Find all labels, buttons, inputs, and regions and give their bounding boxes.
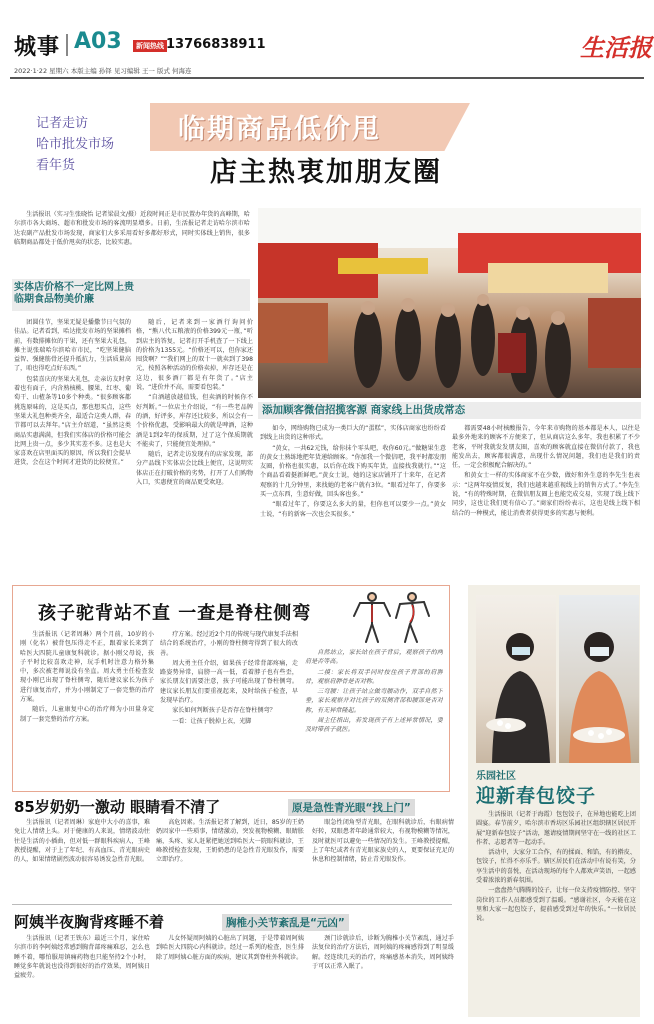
posture-illustration <box>350 590 440 645</box>
headline-main: 临期商品低价甩 <box>178 114 381 145</box>
auntie-column-2: 儿女怀疑周阿姨的心脏出了问题，于是带着周阿姨到哈医大四院心内科就诊。经过一系列的检查，医生排除了周阿姨心脏方面的疾病，建议其到脊柱外科就诊。 <box>156 935 304 961</box>
health-column-2: 疗方案。经过近2个月的传统与现代康复手法相结合的系统治疗，小刚的脊柱侧弯得到了很大的改善。 周大勇主任介绍，如果孩子经常背部疼痛，走路姿势异常，肩膀一高一低，看着脖子也有些歪，家长朋友们需要注意，孩子可能出现了脊柱侧弯。建议家长朋友们要重视起来，及时给孩子检查，早发现早治疗。 家长如何判断孩子是否存在脊柱侧弯？ 一看：让孩子脱掉上衣，光脚 <box>160 631 298 725</box>
lead-subhead-1: 实体店价格不一定比网上贵 <box>14 282 134 293</box>
health-column-1: 生活报讯（记者周琳）两个月前，10岁的小刚（化名）被背包压得走不正，跟着家长来到了哈医大四院儿童康复科就诊。据小刚父母说，孩子平时比较喜欢走神，玩手机时注意力格外集中，多次被老师说没有坐直。周大勇主任检查发现小刚已出现了脊柱侧弯，随后建议家长为孩子进行康复治疗，并为小刚制定了一套完整的治疗方案。 随后，儿童康复中心的治疗师为小田量身定制了一套完整的治疗方案。 <box>20 631 154 723</box>
lead-column-2: 随后，记者来到一家酒行询问价格，“熊八代五粮液的价格399元一瓶，”听到店主的答复，记者打开手机查了一下线上的价格为1355元。“价格还可以，但你家还囤货啊？”“我们网上的双十一就卖到了398元，按照各种活动的价格卖掉，库存还是在这边，很多酒厂都是有年货了。”店主说，“进价并不高，需要看包装。” “自酒越放越值钱，但卖酒的时候你不好判断。”一位店主介绍说，“有一些老品牌的酒，好评多，库存还比较多，所以会有一个价格优惠，受影响最大的就是啤酒，这种酒是1到2年的保质期，过了这个保质期就不能卖了，只能便宜处理掉。” 随后，记者走访发现有的店家发现，部分产品线下实体店会比线上便宜，这说明实体店正在打破价格的劣势，打开了人们购物入口，实惠便宜的商品更受欢迎。 <box>136 319 253 487</box>
hotline-badge: 新闻热线 <box>133 40 167 52</box>
header-rule <box>10 77 644 79</box>
community-label: 乐园社区 <box>476 771 516 782</box>
kicker-line: 记者走访 <box>36 116 89 131</box>
health-story-title: 孩子驼背站不直 一查是脊柱侧弯 <box>38 603 312 624</box>
market-photo <box>258 208 641 398</box>
grandma-story-tag: 原是急性青光眼“找上门” <box>288 799 415 816</box>
lead-column-4: 都需要48小时核酸报告，今年来市购物的基本都是本人，以往是最多外地来的顾客不方便来了，但从商店这么多年，我也积累了不少老客，平时我就发发朋友圈，喜欢的顾客就直接在微信付款了，我也能发出去，顾客都很满意，出现什么情况问题，我们也是我们的责任，一定会积极配合解决的。” 和黄女士一样的实体商家不在少数，做好和外生意的李先生也表示：“这两年疫情反复，我们也越来越重视线上的销售方式了。”李先生说，“有的特殊时期，在微信朋友圈上也能完成交易，实现了线上线下同步，这也让我们更有信心了。”商家们纷纷表示，这也是线上线下相结合的一种模式，能让消费者获得更多的实惠与便利。 <box>452 425 640 517</box>
grandma-column-3: 眼急性闭角型青光眼，在眼科就诊后，右眼病情好转，双眼患者年龄通常较大，有视物模糊等情况，及时就医可以避免一些情况的发生。王峰教授提醒，上了年纪或者有青光眼家族史的人，更要保证充足的休息和控制情绪，防止青光眼发作。 <box>312 819 454 864</box>
community-text: 生活报讯（记者于海霞）包包饺子，在异地也能吃上团圆宴。春节前夕，哈尔滨市香坊区乐园社区组织辖区居民开展“迎新春包饺子”活动，邀请疫情期间坚守在一线的社区工作者、志愿者等一起动手。 活动中，大家分工合作，有的揉面、和馅，有的擀皮、包饺子，忙得不亦乐乎。辖区居民们在活动中有说有笑，分享生活中的喜悦，在活动现场的每个人都欢声笑语，一起感受着浓浓的新春氛围。 一盘盘热气腾腾的饺子，让每一位支持疫情防控、坚守岗位的工作人员都感受到了温暖。“感谢社区，今天能在这里和大家一起包饺子，提前感受到过年的快乐。”一位居民说。 <box>476 811 636 923</box>
auntie-story-tag: 胸椎小关节紊乱是“元凶” <box>222 914 349 931</box>
issue-info: 2022·1·22 星期六 本版主编 孙铎 见习编辑 王一 版式 何海连 <box>14 67 192 75</box>
lead-column-3: 如今，网络购物已成为一类巨大的“蛋糕”，实体店商家也纷纷看到线上出货的这种形式。 “黄女，一共62元钱，给你抹个零头吧，收你60元。”做糖果生意的黄女士熟练地把年货递给顾客。“你加我一个微信吧，我平时都发朋友圈，价格也很实惠，以后你在线下购买年货，直接找我就行。”“这个商品看着挺新鲜吧。”黄女士说，她的这家店铺开了十来年，在记者观察的十几分钟里，来找她的老客户就有3位。“眼看过年了，你要多买一点东西，生意好做，回头客也多。” “眼看过年了，你要这么多大的量，但你也可以要少一点。”黄女士说，“有的新客一次也会买很多。” <box>260 425 446 518</box>
community-title: 迎新春包饺子 <box>476 785 597 807</box>
photo-caption: 添加顾客微信招揽客源 商家线上出货成常态 <box>262 404 466 416</box>
grandma-column-1: 生活报讯（记者周琳）家庭中大小的喜事，难免让人情绪上头。对于健康的人来说，情绪波动往往是生活的小插曲，但对低一群眼科疾病人，王峰教授提醒，对于上了年纪、有高血压、青光眼病史的人，如果情绪剧烈波动很容易诱发急性青光眼。 <box>14 819 150 864</box>
lead-intro: 生活报讯（实习生张晓怡 记者梁晨文/摄）近段时间正是市民置办年货的高峰期，哈尔滨市各大商场、超市和批发市场的客流明显增多。日前，生活报记者走访哈尔滨市哈达农副产品批发市场发现，商家们大多采用看好多都好形式，同时实体线上销售，很多临期商品都处于低价甩卖的状态，比较实惠。 <box>14 211 250 246</box>
newspaper-logo: 生活报 <box>580 33 652 62</box>
health-column-3: 自然站立，家长站在孩子背后，观察孩子的两肩是否等高。 二摸：家长将双手同时按住孩子背部的肩胛骨，观察肩胛骨是否对称。 三弯腰：让孩子站立做弯腰动作，双手自然下垂，家长观察并对比孩子的双侧背部和腰部是否对称，有无异常隆起。 周主任指出，若发现孩子有上述异常情况，要及时带孩子就医。 <box>305 649 443 734</box>
hotline-number: 13766838911 <box>166 37 266 52</box>
auntie-column-3: 颈门诊就诊后，诊断为胸椎小关节紊乱，通过手法复位的治疗方法后，周阿姨的疼痛感得到了明显缓解。经连续几天的治疗，疼痛感基本消失，周阿姨终于可以正常入眠了。 <box>312 935 454 970</box>
grandma-story-title: 85岁奶奶一激动 眼睛看不清了 <box>14 798 221 816</box>
story-divider <box>12 904 452 905</box>
kicker <box>36 113 114 176</box>
page-number: A03 <box>74 29 122 54</box>
lead-subhead-box <box>12 279 250 311</box>
auntie-story-title: 阿姨半夜胸背疼睡不着 <box>14 913 165 931</box>
auntie-column-1: 生活报讯（记者王铁东）最近三个月，家住哈尔滨市的李阿姨经常感到胸背部疼痛难忍，怎么也睡不着，哪怕服用镇痛药物也只能坚持2个小时，睡觉多年就说也没得到很好的治疗效果，周阿姨日益疲劳。 <box>14 935 150 980</box>
header-divider <box>66 34 68 56</box>
headline-sub: 店主热衷加朋友圈 <box>210 157 442 188</box>
lead-subhead-2: 临期食品物美价廉 <box>14 294 94 305</box>
kicker-line: 看年货 <box>36 158 76 173</box>
kicker-line: 哈市批发市场 <box>36 137 115 152</box>
grandma-column-2: 高危因素。生活报记者了解到，近日，85岁的王奶奶因家中一些琐事，情绪激动，突发视物模糊、眼睛胀痛，头疼、家人赶紧把她送到哈医大一院眼科就诊，王峰教授检查发现，王奶奶患的是急性青光眼发作，需要立即治疗。 <box>156 819 304 864</box>
photo-caption-box <box>258 402 641 419</box>
section-title: 城事 <box>14 34 61 60</box>
community-photo-left <box>476 595 556 763</box>
community-photo-right <box>559 595 639 763</box>
lead-column-1: 团圆佳节，坚果无疑是播撒节日气氛的佳品。记者看到，哈达批发市场的坚果摊档前，有数排摊位的干果，还有坚果大礼包，摊主说张瑞哈尔滨哈市市民，“吃坚果健脑益智、强健筋骨还提升抵抗力，生活质量高了，咱也得吃点好东西。” 包装喜庆的坚果大礼包，走亲访友时拿着也有面子，内含熟核桃、腰果、红枣、葡萄干、山楂条等10多个种类。“很多顾客都挑选原味的，这是买点，那也想买点，这些坚果大礼包种类齐全，最适合这类人群，春节都可以去拜年。”店主介绍道，“虽然这类商品实惠满满，但我们实体店的价格可能会比网上贵一点，多少其实差不多。这也是大家喜欢在店里面买的原因，所以我们会提早进货，会在这个时间才进货的比较便宜。” <box>14 319 131 467</box>
